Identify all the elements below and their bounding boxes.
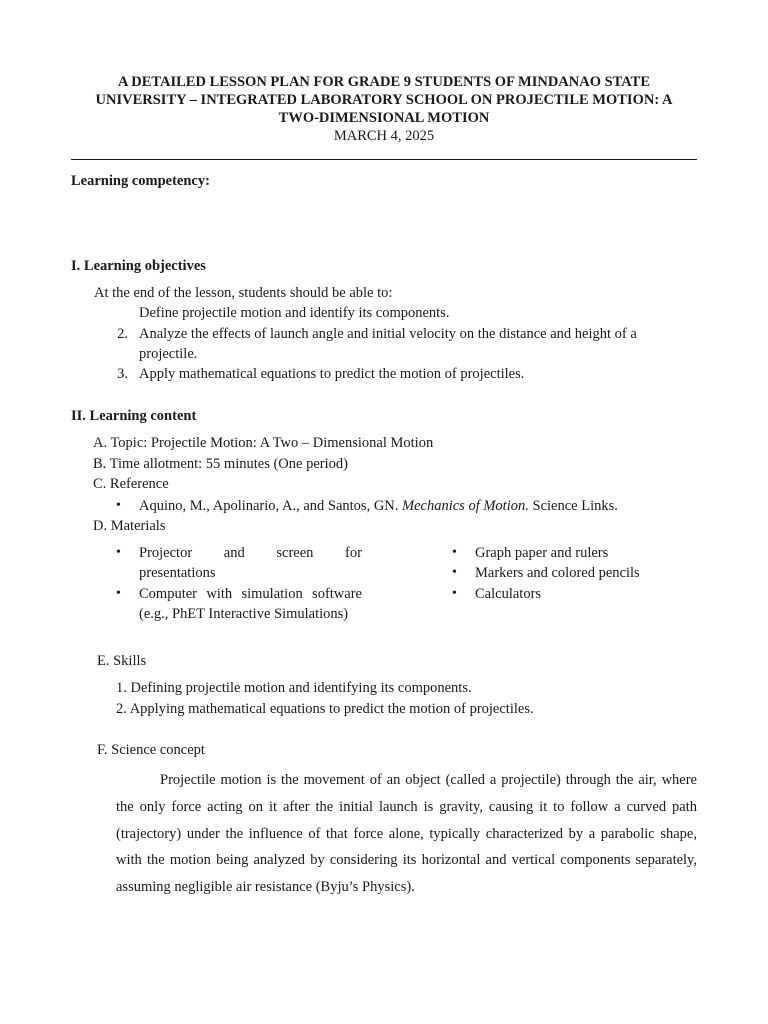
bullet-icon: • [452,586,457,601]
material-item: Calculators [475,586,542,602]
reference-publisher: Science Links. [528,498,618,514]
bullet-icon: • [116,545,121,560]
material-item: Graph paper and rulers [475,545,609,561]
objective-item: Define projectile motion and identify its components. [139,305,450,321]
bullet-icon: • [452,565,457,580]
material-item-continuation: (e.g., PhET Interactive Simulations) [139,606,349,622]
learning-content-heading: II. Learning content [71,408,197,424]
lesson-plan-title [72,73,696,145]
material-word: screen [276,545,314,561]
reference-label: C. Reference [93,476,169,492]
objective-item-continuation: projectile. [139,346,198,362]
bullet-icon: • [116,586,121,601]
science-concept-heading: F. Science concept [97,742,205,758]
objective-number: 2. [117,326,128,342]
bullet-icon: • [452,545,457,560]
skills-heading: E. Skills [97,653,147,669]
reference-citation [139,496,618,516]
learning-competency-heading: Learning competency: [71,173,210,189]
science-concept-paragraph: Projectile motion is the movement of an object (called a projectile) through the air, where the only force acting on it after the initial launch is gravity, causing it to follow a curved path (trajectory) under the influence of that force alone, typically characterized by a parabolic shape, with the motion being analyzed by considering its horizontal and vertical components separately, assuming negligible air resistance (Byju’s Physics). [116,772,697,896]
material-item-continuation: presentations [139,565,216,581]
objective-item: Analyze the effects of launch angle and initial velocity on the distance and height of a [139,326,637,342]
objectives-intro: At the end of the lesson, students should be able to: [94,285,393,301]
materials-label: D. Materials [93,518,166,534]
objective-number: 3. [117,366,128,382]
reference-authors: Aquino, M., Apolinario, A., and Santos, GN. [139,498,403,514]
skill-item: 1. Defining projectile motion and identifying its components. [116,680,472,696]
learning-objectives-heading: I. Learning objectives [71,258,206,274]
skill-item: 2. Applying mathematical equations to predict the motion of projectiles. [116,701,534,717]
material-item-computer [139,584,362,604]
title-line-3: TWO-DIMENSIONAL MOTION [278,110,490,126]
material-item-projector [139,543,362,563]
time-allotment-line: B. Time allotment: 55 minutes (One period) [93,456,348,472]
material-word: Projector [139,545,193,561]
material-item: Markers and colored pencils [475,565,640,581]
title-line-2: UNIVERSITY – INTEGRATED LABORATORY SCHOOL ON PROJECTILE MOTION: A [95,92,673,108]
title-line-1: A DETAILED LESSON PLAN FOR GRADE 9 STUDENTS OF MINDANAO STATE [117,74,651,90]
material-word: Computer [139,586,197,602]
material-word: and [223,545,245,561]
lesson-date: MARCH 4, 2025 [333,128,435,144]
objective-item: Apply mathematical equations to predict the motion of projectiles. [139,366,525,382]
reference-book-title: Mechanics of Motion. [402,498,529,514]
title-divider [71,159,697,160]
material-word: with [206,586,233,602]
material-word: simulation [241,586,303,602]
topic-line: A. Topic: Projectile Motion: A Two – Dimensional Motion [93,435,434,451]
bullet-icon: • [116,498,121,513]
material-word: software [312,586,362,602]
material-word: for [345,545,362,561]
